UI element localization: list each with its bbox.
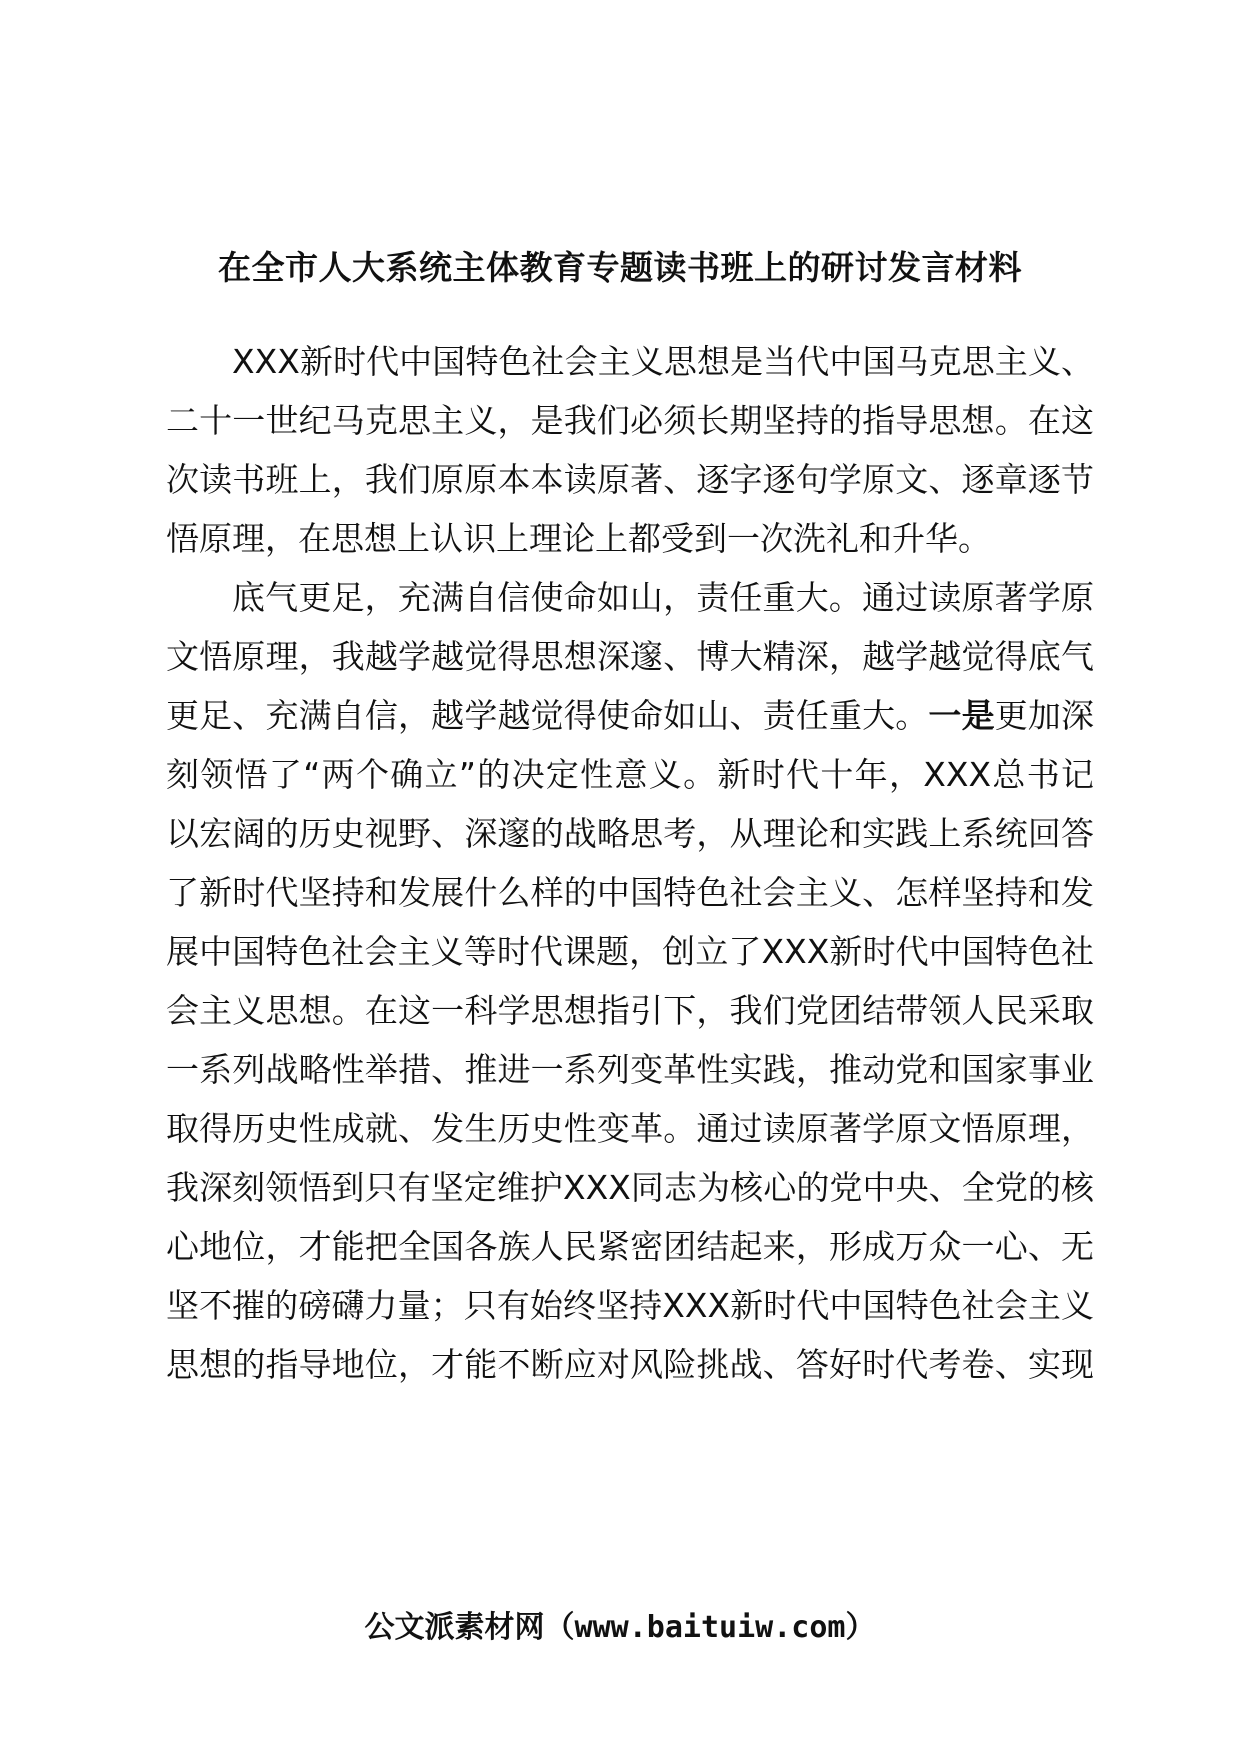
document-title: 在全市人大系统主体教育专题读书班上的研讨发言材料	[218, 248, 1022, 287]
paragraph-line-emphasis	[166, 692, 1094, 740]
paragraph-line: 会主义思想。在这一科学思想指引下，我们党团结带领人民采取	[166, 991, 1094, 1030]
paragraph-line: 心地位，才能把全国各族人民紧密团结起来，形成万众一心、无	[166, 1227, 1094, 1266]
paragraph-line: 刻领悟了“两个确立”的决定性意义。新时代十年，XXX总书记	[166, 755, 1094, 794]
paragraph-line: 底气更足，充满自信使命如山，责任重大。通过读原著学原	[232, 578, 1094, 617]
paragraph-line: 文悟原理，我越学越觉得思想深邃、博大精深，越学越觉得底气	[166, 637, 1094, 676]
paragraph-line: 了新时代坚持和发展什么样的中国特色社会主义、怎样坚持和发	[166, 873, 1094, 912]
paragraph-line: 次读书班上，我们原原本本读原著、逐字逐句学原文、逐章逐节	[166, 460, 1094, 499]
paragraph-line: 思想的指导地位，才能不断应对风险挑战、答好时代考卷、实现	[166, 1345, 1094, 1384]
footer-site-name: 公文派素材网	[364, 1610, 545, 1645]
paragraph-line: 以宏阔的历史视野、深邃的战略思考，从理论和实践上系统回答	[166, 814, 1094, 853]
line-text: 更加深	[994, 696, 1095, 735]
paragraph-line: 一系列战略性举措、推进一系列变革性实践，推动党和国家事业	[166, 1050, 1094, 1089]
emphasis-marker: 一是	[928, 696, 995, 735]
paragraph-line: XXX新时代中国特色社会主义思想是当代中国马克思主义、	[232, 342, 1094, 381]
page-footer	[0, 1608, 1240, 1648]
paragraph-line: 展中国特色社会主义等时代课题，创立了XXX新时代中国特色社	[166, 932, 1094, 971]
paragraph-line: 二十一世纪马克思主义，是我们必须长期坚持的指导思想。在这	[166, 401, 1094, 440]
paragraph-line: 取得历史性成就、发生历史性变革。通过读原著学原文悟原理，	[166, 1109, 1094, 1148]
paragraph-line: 坚不摧的磅礴力量；只有始终坚持XXX新时代中国特色社会主义	[166, 1286, 1094, 1325]
paragraph-line: 我深刻领悟到只有坚定维护XXX同志为核心的党中央、全党的核	[166, 1168, 1094, 1207]
footer-url[interactable]: （www.baituiw.com）	[544, 1610, 876, 1645]
paragraph-line: 悟原理，在思想上认识上理论上都受到一次洗礼和升华。	[166, 519, 991, 558]
line-text: 更足、充满自信，越学越觉得使命如山、责任重大。	[166, 696, 929, 735]
